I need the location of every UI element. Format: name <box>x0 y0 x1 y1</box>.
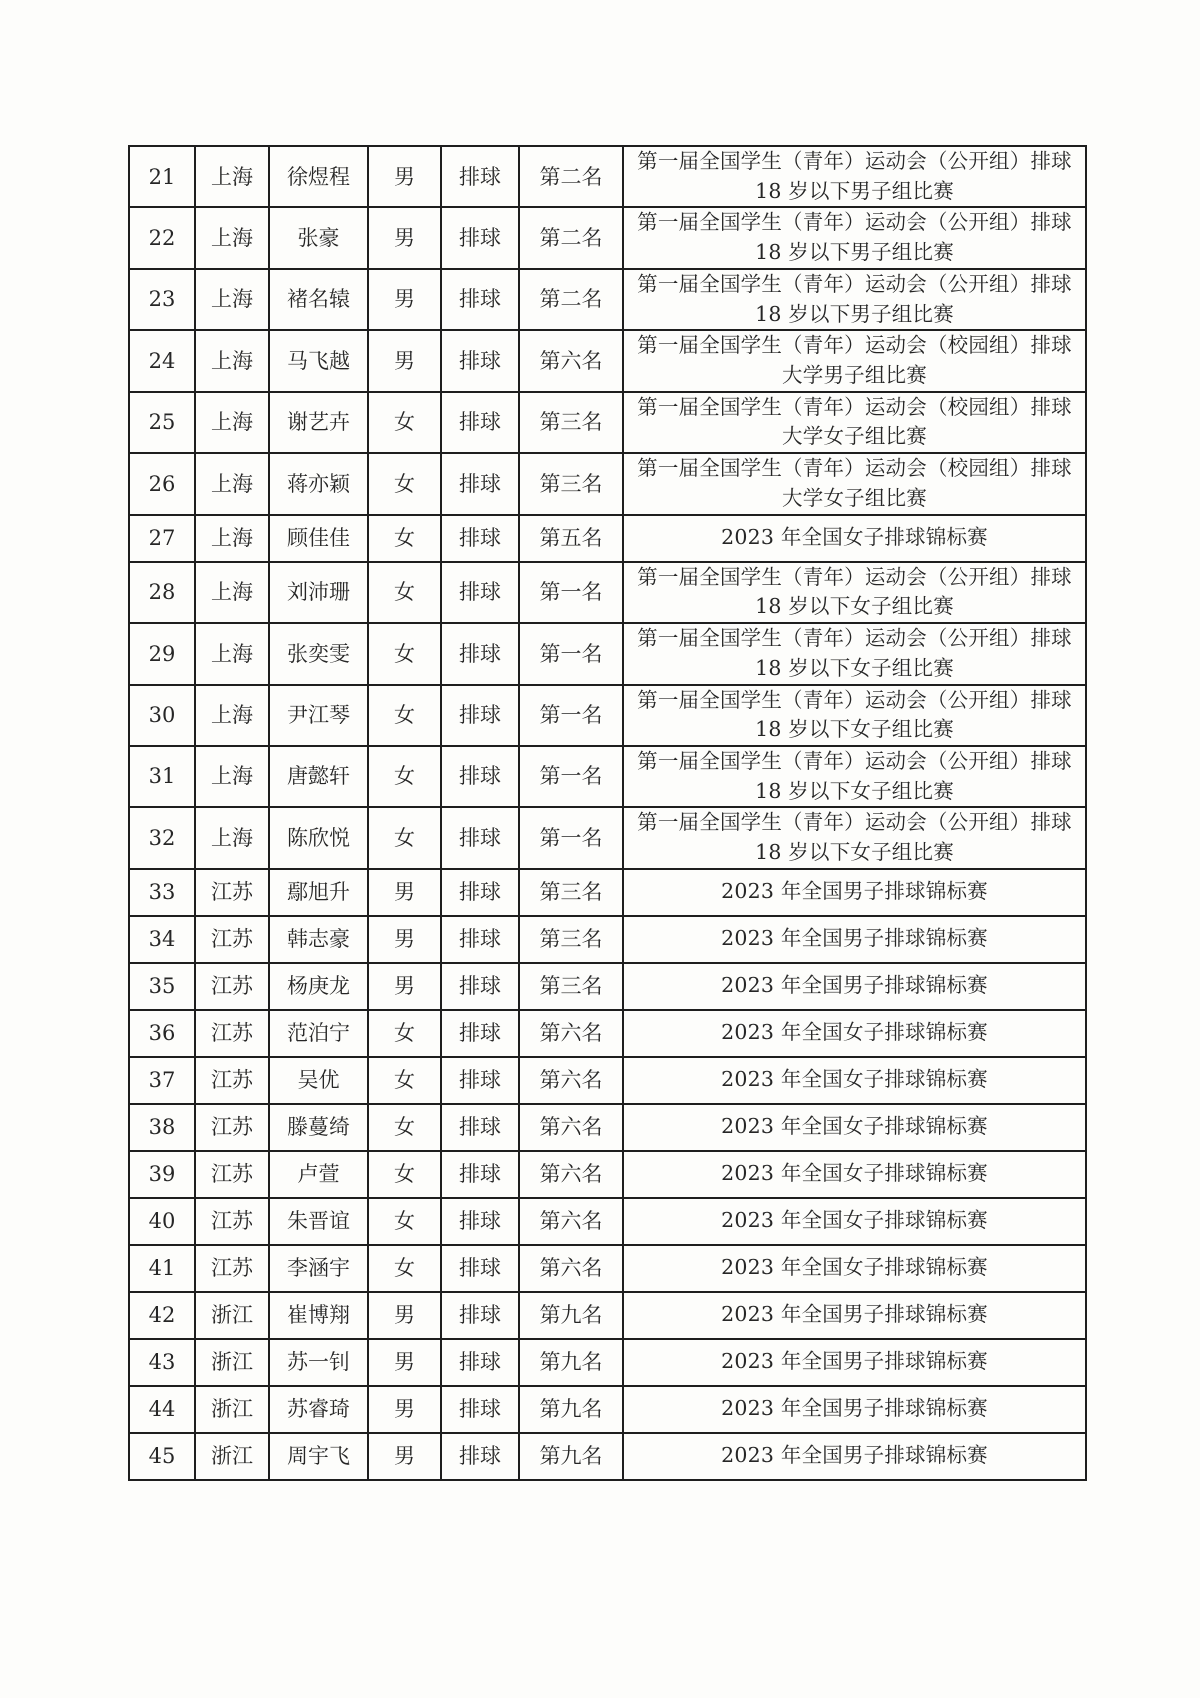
gender-cell: 男 <box>368 207 441 268</box>
event-name-line1: 第一届全国学生（青年）运动会（公开组）排球 <box>637 810 1072 835</box>
sport-cell: 排球 <box>441 146 519 207</box>
gender-cell: 女 <box>368 746 441 807</box>
event-name-line1: 2023 年全国女子排球锦标赛 <box>721 1161 988 1186</box>
province-cell: 上海 <box>195 515 269 562</box>
table-row <box>129 207 1086 268</box>
sport-cell: 排球 <box>441 963 519 1010</box>
sport-cell: 排球 <box>441 807 519 868</box>
athlete-name-cell: 蒋亦颖 <box>269 453 368 514</box>
sport-cell: 排球 <box>441 515 519 562</box>
gender-cell: 女 <box>368 515 441 562</box>
row-number-cell: 28 <box>129 562 195 623</box>
rank-cell: 第六名 <box>519 1057 623 1104</box>
sport-cell: 排球 <box>441 269 519 330</box>
event-cell <box>623 146 1086 207</box>
table-row <box>129 1057 1086 1104</box>
row-number-cell: 30 <box>129 685 195 746</box>
table-row <box>129 515 1086 562</box>
event-name-line1: 第一届全国学生（青年）运动会（公开组）排球 <box>637 564 1072 589</box>
gender-cell: 男 <box>368 330 441 391</box>
gender-cell: 男 <box>368 1292 441 1339</box>
gender-cell: 男 <box>368 869 441 916</box>
table-row <box>129 1433 1086 1480</box>
row-number-cell: 37 <box>129 1057 195 1104</box>
sport-cell: 排球 <box>441 330 519 391</box>
gender-cell: 男 <box>368 1433 441 1480</box>
row-number-cell: 25 <box>129 392 195 453</box>
gender-cell: 男 <box>368 269 441 330</box>
table-row <box>129 392 1086 453</box>
event-name-line1: 第一届全国学生（青年）运动会（公开组）排球 <box>637 271 1072 296</box>
athlete-name-cell: 刘沛珊 <box>269 562 368 623</box>
athlete-table <box>128 145 1087 1481</box>
sport-cell: 排球 <box>441 1433 519 1480</box>
table-row <box>129 1198 1086 1245</box>
event-cell <box>623 1292 1086 1339</box>
sport-cell: 排球 <box>441 392 519 453</box>
province-cell: 江苏 <box>195 1198 269 1245</box>
event-cell <box>623 807 1086 868</box>
event-cell <box>623 746 1086 807</box>
gender-cell: 男 <box>368 963 441 1010</box>
row-number-cell: 23 <box>129 269 195 330</box>
rank-cell: 第九名 <box>519 1433 623 1480</box>
event-cell <box>623 869 1086 916</box>
row-number-cell: 29 <box>129 623 195 684</box>
rank-cell: 第六名 <box>519 1198 623 1245</box>
event-cell <box>623 392 1086 453</box>
event-name-line2: 18 岁以下女子组比赛 <box>755 717 954 742</box>
gender-cell: 女 <box>368 1104 441 1151</box>
rank-cell: 第二名 <box>519 207 623 268</box>
rank-cell: 第一名 <box>519 746 623 807</box>
event-name-line1: 2023 年全国女子排球锦标赛 <box>721 525 988 550</box>
event-cell <box>623 1198 1086 1245</box>
province-cell: 上海 <box>195 392 269 453</box>
table-row <box>129 916 1086 963</box>
gender-cell: 女 <box>368 1057 441 1104</box>
event-cell <box>623 207 1086 268</box>
sport-cell: 排球 <box>441 869 519 916</box>
table-row <box>129 453 1086 514</box>
event-name-line1: 2023 年全国女子排球锦标赛 <box>721 1255 988 1280</box>
table-row <box>129 1151 1086 1198</box>
row-number-cell: 35 <box>129 963 195 1010</box>
event-name-line1: 2023 年全国男子排球锦标赛 <box>721 1443 988 1468</box>
province-cell: 上海 <box>195 269 269 330</box>
event-cell <box>623 1057 1086 1104</box>
rank-cell: 第五名 <box>519 515 623 562</box>
event-name-line1: 第一届全国学生（青年）运动会（校园组）排球 <box>637 333 1072 358</box>
event-name-line1: 2023 年全国男子排球锦标赛 <box>721 973 988 998</box>
sport-cell: 排球 <box>441 916 519 963</box>
athlete-name-cell: 吴优 <box>269 1057 368 1104</box>
event-name-line1: 第一届全国学生（青年）运动会（公开组）排球 <box>637 626 1072 651</box>
province-cell: 上海 <box>195 807 269 868</box>
province-cell: 江苏 <box>195 869 269 916</box>
rank-cell: 第六名 <box>519 1151 623 1198</box>
province-cell: 江苏 <box>195 1104 269 1151</box>
table-row <box>129 869 1086 916</box>
event-cell <box>623 1386 1086 1433</box>
table-row <box>129 1339 1086 1386</box>
event-cell <box>623 685 1086 746</box>
event-name-line1: 2023 年全国女子排球锦标赛 <box>721 1208 988 1233</box>
event-cell <box>623 1104 1086 1151</box>
event-name-line1: 第一届全国学生（青年）运动会（公开组）排球 <box>637 687 1072 712</box>
athlete-name-cell: 褚名辕 <box>269 269 368 330</box>
sport-cell: 排球 <box>441 1104 519 1151</box>
rank-cell: 第三名 <box>519 963 623 1010</box>
event-cell <box>623 515 1086 562</box>
event-cell <box>623 330 1086 391</box>
province-cell: 江苏 <box>195 1010 269 1057</box>
row-number-cell: 36 <box>129 1010 195 1057</box>
athlete-name-cell: 顾佳佳 <box>269 515 368 562</box>
gender-cell: 女 <box>368 685 441 746</box>
event-name-line2: 18 岁以下女子组比赛 <box>755 778 954 803</box>
sport-cell: 排球 <box>441 1245 519 1292</box>
event-name-line2: 18 岁以下男子组比赛 <box>755 240 954 265</box>
row-number-cell: 31 <box>129 746 195 807</box>
event-name-line1: 2023 年全国女子排球锦标赛 <box>721 1114 988 1139</box>
row-number-cell: 40 <box>129 1198 195 1245</box>
event-cell <box>623 1339 1086 1386</box>
event-cell <box>623 562 1086 623</box>
table-row <box>129 1245 1086 1292</box>
event-name-line1: 第一届全国学生（青年）运动会（公开组）排球 <box>637 149 1072 173</box>
province-cell: 江苏 <box>195 1151 269 1198</box>
rank-cell: 第三名 <box>519 453 623 514</box>
event-cell <box>623 1010 1086 1057</box>
province-cell: 浙江 <box>195 1292 269 1339</box>
row-number-cell: 44 <box>129 1386 195 1433</box>
sport-cell: 排球 <box>441 1057 519 1104</box>
event-name-line2: 18 岁以下女子组比赛 <box>755 840 954 865</box>
rank-cell: 第六名 <box>519 1010 623 1057</box>
province-cell: 上海 <box>195 623 269 684</box>
province-cell: 上海 <box>195 330 269 391</box>
sport-cell: 排球 <box>441 453 519 514</box>
athlete-name-cell: 范泊宁 <box>269 1010 368 1057</box>
event-cell <box>623 1245 1086 1292</box>
sport-cell: 排球 <box>441 746 519 807</box>
rank-cell: 第一名 <box>519 623 623 684</box>
province-cell: 浙江 <box>195 1339 269 1386</box>
gender-cell: 女 <box>368 1151 441 1198</box>
gender-cell: 女 <box>368 623 441 684</box>
gender-cell: 男 <box>368 916 441 963</box>
table-row <box>129 963 1086 1010</box>
row-number-cell: 22 <box>129 207 195 268</box>
table-row <box>129 1386 1086 1433</box>
table-row <box>129 269 1086 330</box>
rank-cell: 第六名 <box>519 330 623 391</box>
event-name-line1: 2023 年全国男子排球锦标赛 <box>721 879 988 904</box>
row-number-cell: 45 <box>129 1433 195 1480</box>
rank-cell: 第三名 <box>519 869 623 916</box>
row-number-cell: 38 <box>129 1104 195 1151</box>
event-name-line1: 2023 年全国男子排球锦标赛 <box>721 1349 988 1374</box>
gender-cell: 男 <box>368 146 441 207</box>
province-cell: 江苏 <box>195 1245 269 1292</box>
gender-cell: 男 <box>368 1386 441 1433</box>
province-cell: 江苏 <box>195 963 269 1010</box>
table-row <box>129 1104 1086 1151</box>
province-cell: 浙江 <box>195 1433 269 1480</box>
table-row <box>129 146 1086 207</box>
athlete-name-cell: 马飞越 <box>269 330 368 391</box>
event-name-line2: 大学女子组比赛 <box>782 485 927 510</box>
gender-cell: 男 <box>368 1339 441 1386</box>
table-row <box>129 623 1086 684</box>
event-cell <box>623 1151 1086 1198</box>
sport-cell: 排球 <box>441 1292 519 1339</box>
table-row <box>129 1292 1086 1339</box>
rank-cell: 第一名 <box>519 562 623 623</box>
sport-cell: 排球 <box>441 1198 519 1245</box>
gender-cell: 女 <box>368 392 441 453</box>
rank-cell: 第九名 <box>519 1339 623 1386</box>
event-name-line2: 18 岁以下男子组比赛 <box>755 301 954 326</box>
table-row <box>129 685 1086 746</box>
gender-cell: 女 <box>368 562 441 623</box>
sport-cell: 排球 <box>441 562 519 623</box>
event-name-line1: 2023 年全国男子排球锦标赛 <box>721 1396 988 1421</box>
athlete-name-cell: 张奕雯 <box>269 623 368 684</box>
athlete-name-cell: 周宇飞 <box>269 1433 368 1480</box>
rank-cell: 第一名 <box>519 807 623 868</box>
row-number-cell: 32 <box>129 807 195 868</box>
province-cell: 上海 <box>195 746 269 807</box>
row-number-cell: 42 <box>129 1292 195 1339</box>
rank-cell: 第一名 <box>519 685 623 746</box>
province-cell: 上海 <box>195 562 269 623</box>
province-cell: 浙江 <box>195 1386 269 1433</box>
athlete-name-cell: 陈欣悦 <box>269 807 368 868</box>
event-cell <box>623 269 1086 330</box>
event-name-line1: 2023 年全国男子排球锦标赛 <box>721 926 988 951</box>
row-number-cell: 39 <box>129 1151 195 1198</box>
sport-cell: 排球 <box>441 1151 519 1198</box>
rank-cell: 第六名 <box>519 1245 623 1292</box>
event-name-line1: 2023 年全国女子排球锦标赛 <box>721 1067 988 1092</box>
province-cell: 江苏 <box>195 1057 269 1104</box>
rank-cell: 第六名 <box>519 1104 623 1151</box>
row-number-cell: 27 <box>129 515 195 562</box>
table-row <box>129 562 1086 623</box>
table-row <box>129 330 1086 391</box>
row-number-cell: 21 <box>129 146 195 207</box>
athlete-name-cell: 尹江琴 <box>269 685 368 746</box>
row-number-cell: 43 <box>129 1339 195 1386</box>
athlete-name-cell: 谢艺卉 <box>269 392 368 453</box>
gender-cell: 女 <box>368 1010 441 1057</box>
event-name-line1: 第一届全国学生（青年）运动会（公开组）排球 <box>637 210 1072 235</box>
event-name-line1: 第一届全国学生（青年）运动会（校园组）排球 <box>637 456 1072 481</box>
athlete-name-cell: 苏一钊 <box>269 1339 368 1386</box>
row-number-cell: 24 <box>129 330 195 391</box>
table-row <box>129 746 1086 807</box>
sport-cell: 排球 <box>441 1386 519 1433</box>
athlete-name-cell: 滕蔓绮 <box>269 1104 368 1151</box>
rank-cell: 第二名 <box>519 146 623 207</box>
sport-cell: 排球 <box>441 685 519 746</box>
province-cell: 上海 <box>195 207 269 268</box>
row-number-cell: 41 <box>129 1245 195 1292</box>
event-name-line1: 2023 年全国女子排球锦标赛 <box>721 1020 988 1045</box>
table-row <box>129 1010 1086 1057</box>
rank-cell: 第九名 <box>519 1386 623 1433</box>
event-cell <box>623 453 1086 514</box>
athlete-name-cell: 崔博翔 <box>269 1292 368 1339</box>
row-number-cell: 26 <box>129 453 195 514</box>
event-name-line2: 大学女子组比赛 <box>782 424 927 449</box>
rank-cell: 第二名 <box>519 269 623 330</box>
event-cell <box>623 963 1086 1010</box>
athlete-table-body <box>129 146 1086 1480</box>
athlete-name-cell: 唐懿轩 <box>269 746 368 807</box>
athlete-name-cell: 李涵宇 <box>269 1245 368 1292</box>
event-name-line1: 第一届全国学生（青年）运动会（校园组）排球 <box>637 394 1072 419</box>
rank-cell: 第三名 <box>519 916 623 963</box>
event-cell <box>623 1433 1086 1480</box>
athlete-name-cell: 苏睿琦 <box>269 1386 368 1433</box>
athlete-name-cell: 鄢旭升 <box>269 869 368 916</box>
row-number-cell: 33 <box>129 869 195 916</box>
athlete-name-cell: 张豪 <box>269 207 368 268</box>
gender-cell: 女 <box>368 807 441 868</box>
province-cell: 上海 <box>195 685 269 746</box>
province-cell: 上海 <box>195 453 269 514</box>
sport-cell: 排球 <box>441 623 519 684</box>
row-number-cell: 34 <box>129 916 195 963</box>
event-name-line2: 18 岁以下女子组比赛 <box>755 594 954 619</box>
province-cell: 上海 <box>195 146 269 207</box>
athlete-name-cell: 徐煜程 <box>269 146 368 207</box>
event-cell <box>623 916 1086 963</box>
sport-cell: 排球 <box>441 207 519 268</box>
athlete-name-cell: 朱晋谊 <box>269 1198 368 1245</box>
table-row <box>129 807 1086 868</box>
event-cell <box>623 623 1086 684</box>
rank-cell: 第九名 <box>519 1292 623 1339</box>
event-name-line1: 2023 年全国男子排球锦标赛 <box>721 1302 988 1327</box>
athlete-name-cell: 韩志豪 <box>269 916 368 963</box>
rank-cell: 第三名 <box>519 392 623 453</box>
sport-cell: 排球 <box>441 1010 519 1057</box>
gender-cell: 女 <box>368 453 441 514</box>
gender-cell: 女 <box>368 1245 441 1292</box>
event-name-line2: 18 岁以下男子组比赛 <box>755 178 954 203</box>
athlete-name-cell: 杨庚龙 <box>269 963 368 1010</box>
sport-cell: 排球 <box>441 1339 519 1386</box>
gender-cell: 女 <box>368 1198 441 1245</box>
province-cell: 江苏 <box>195 916 269 963</box>
event-name-line2: 大学男子组比赛 <box>782 363 927 388</box>
event-name-line2: 18 岁以下女子组比赛 <box>755 655 954 680</box>
event-name-line1: 第一届全国学生（青年）运动会（公开组）排球 <box>637 748 1072 773</box>
athlete-name-cell: 卢萱 <box>269 1151 368 1198</box>
